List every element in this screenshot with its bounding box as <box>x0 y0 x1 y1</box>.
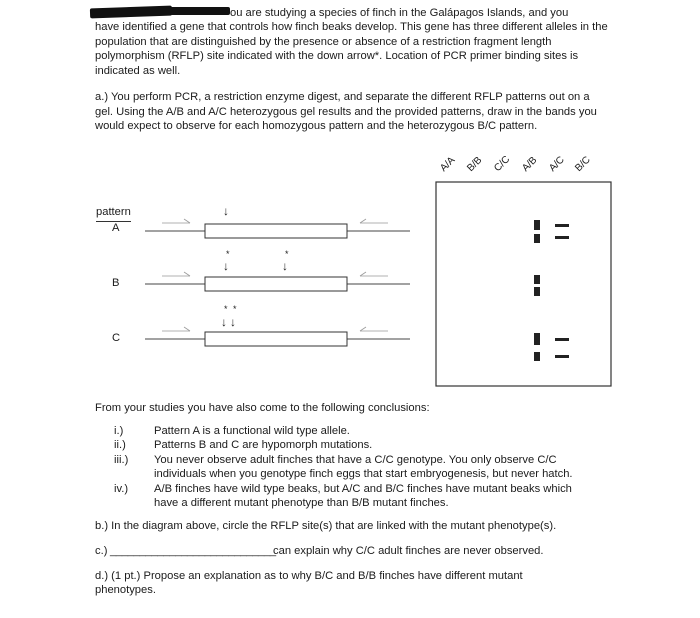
site-b-2-marker: * <box>285 249 289 259</box>
intro-paragraph: have identified a gene that controls how finch beaks develop. This gene has three different alleles in the population that are distinguished by the presence or absence of a restriction fragment length polymorphism (RFLP) site indicated with the down arrow*. Location of PCR primer binding sites is indicated as well. <box>95 21 608 77</box>
conclusion-num-4: iv.) <box>114 483 129 495</box>
gel-box <box>436 182 611 386</box>
conclusion-num-2: ii.) <box>114 439 126 451</box>
conclusion-text-2: Patterns B and C are hypomorph mutations. <box>154 439 373 451</box>
lane-label-bb: B/B <box>465 154 485 174</box>
lane-label-aa: A/A <box>438 154 458 174</box>
band-ab-6 <box>534 352 540 361</box>
pattern-label-c: C <box>112 332 121 344</box>
band-ab-3 <box>534 275 540 284</box>
band-ab-1 <box>534 220 540 230</box>
pattern-label-a: A <box>112 222 120 234</box>
site-b-1-marker: * <box>226 249 230 259</box>
lane-label-bc: B/C <box>573 154 593 174</box>
conclusion-text-1: Pattern A is a functional wild type allele. <box>154 425 350 437</box>
lane-label-ab: A/B <box>520 154 540 174</box>
site-c-2-marker: * <box>233 304 237 314</box>
question-a: a.) You perform PCR, a restriction enzyme digest, and separate the different RFLP patterns out on a gel. Using the A/B and A/C heterozygous gel results and the provided patterns, draw in the bands you would expect to observe for each homozygous pattern and the heterozygous B/C pattern. <box>95 91 597 132</box>
question-b: b.) In the diagram above, circle the RFLP site(s) that are linked with the mutant phenotype(s). <box>95 520 557 532</box>
site-c-1-marker: * <box>224 304 228 314</box>
conclusion-text-4a: A/B finches have wild type beaks, but A/C and B/C finches have mutant beaks which <box>154 483 572 495</box>
band-ab-4 <box>534 287 540 296</box>
site-c-2: ↓ <box>230 315 236 329</box>
band-ab-2 <box>534 234 540 243</box>
site-c-1: ↓ <box>221 315 227 329</box>
intro-line-1: ou are studying a species of finch in the Galápagos Islands, and you <box>230 7 569 19</box>
conclusion-text-3b: individuals when you genotype finch eggs that start embryogenesis, but never hatch. <box>154 468 573 480</box>
conclusions-intro: From your studies you have also come to the following conclusions: <box>95 402 430 414</box>
band-ab-5 <box>534 333 540 345</box>
lane-label-cc: C/C <box>492 154 513 174</box>
conclusion-num-3: iii.) <box>114 454 129 466</box>
question-d-line2: phenotypes. <box>95 584 156 596</box>
allele-c-map <box>145 327 410 346</box>
site-b-2: ↓ <box>282 259 288 273</box>
conclusion-num-1: i.) <box>114 425 124 437</box>
pattern-header: pattern <box>96 205 131 222</box>
allele-a-map <box>145 219 410 238</box>
band-ac-1 <box>555 224 569 227</box>
question-c-blank[interactable]: ____________________________ <box>110 545 276 557</box>
band-ac-4 <box>555 355 569 358</box>
site-a-1: ↓ <box>223 204 229 218</box>
conclusion-text-4b: have a different mutant phenotype than B/B mutant finches. <box>154 497 449 509</box>
allele-b-map <box>145 272 410 291</box>
conclusion-text-3a: You never observe adult finches that have a C/C genotype. You only observe C/C <box>154 454 557 466</box>
band-ac-2 <box>555 236 569 239</box>
lane-label-ac: A/C <box>547 154 567 174</box>
pattern-label-b: B <box>112 277 120 289</box>
question-c-label: c.) <box>95 545 108 557</box>
band-ac-3 <box>555 338 569 341</box>
question-c-text: can explain why C/C adult finches are never observed. <box>273 545 544 557</box>
site-b-1: ↓ <box>223 259 229 273</box>
question-d-line1: d.) (1 pt.) Propose an explanation as to why B/C and B/B finches have different mutant <box>95 570 523 582</box>
